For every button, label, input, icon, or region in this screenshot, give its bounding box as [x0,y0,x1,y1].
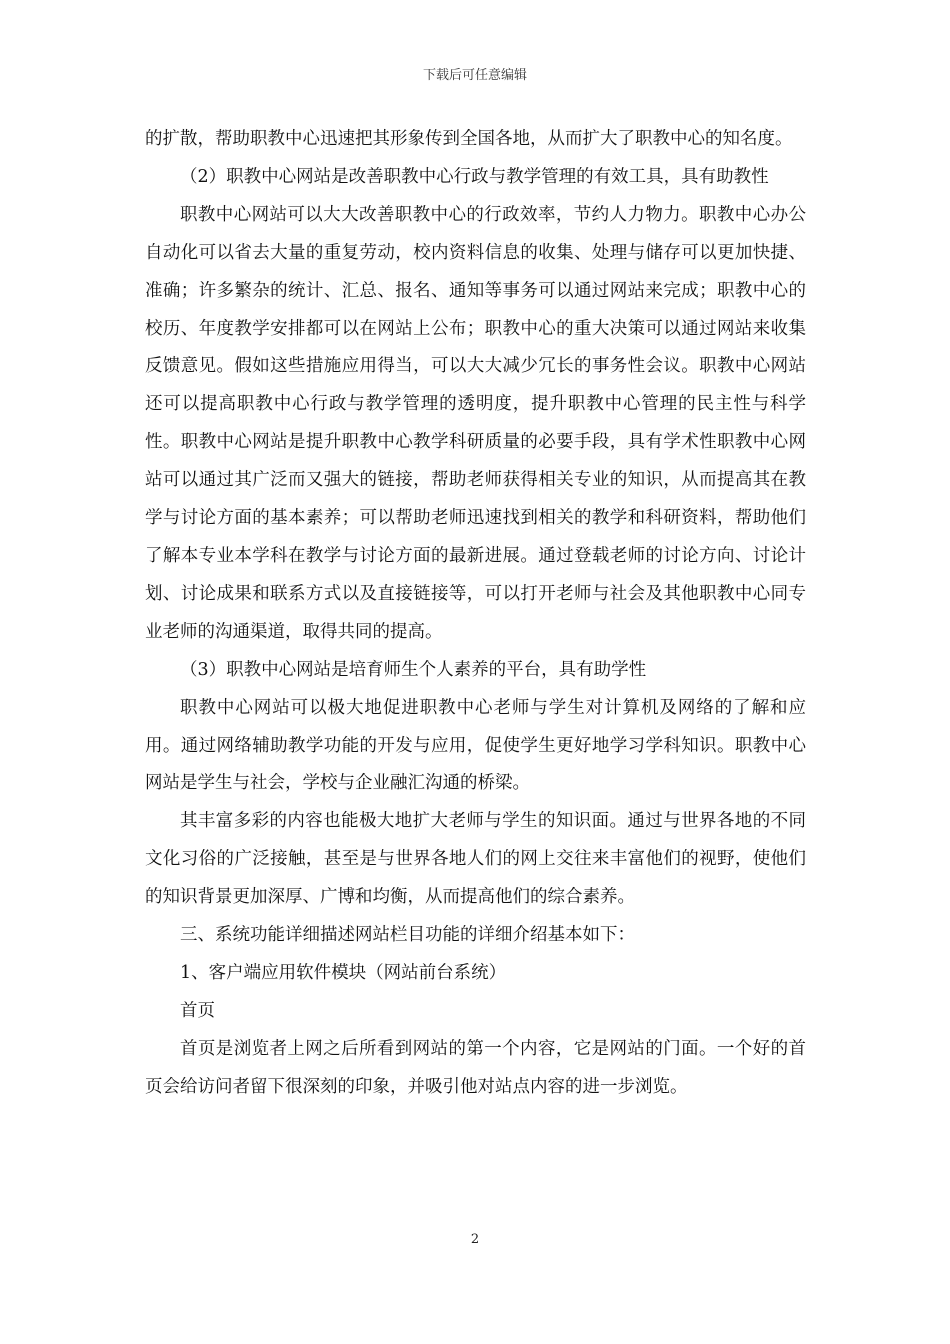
paragraph-homepage: 首页是浏览者上网之后所看到网站的第一个内容，它是网站的门面。一个好的首页会给访问者留下很深刻的印象，并吸引他对站点内容的进一步浏览。 [145,1038,806,1097]
paragraph-knowledge-broadening: 其丰富多彩的内容也能极大地扩大老师与学生的知识面。通过与世界各地的不同文化习俗的广泛接触，甚至是与世界各地人们的网上交往来丰富他们的视野，使他们的知识背景更加深厚、广博和均衡，从而提高他们的综合素养。 [145,811,806,908]
page-number: 2 [470,1232,480,1247]
section-heading-2: （2）职教中心网站是改善职教中心行政与教学管理的有效工具，具有助教性 [180,166,769,187]
page-header: 下载后可任意编辑 [422,68,527,83]
section-heading-3: （3）职教中心网站是培育师生个人素养的平台，具有助学性 [180,659,647,680]
paragraph-student-computing: 职教中心网站可以极大地促进职教中心老师与学生对计算机及网络的了解和应用。通过网络辅助教学功能的开发与应用，促使学生更好地学习学科知识。职教中心网站是学生与社会，学校与企业融汇沟通的桥梁。 [145,697,806,794]
document-body [145,121,806,1107]
module-heading-client: 1、客户端应用软件模块（网站前台系统） [180,962,507,983]
subheading-homepage: 首页 [180,1000,215,1021]
chapter-heading-system-functions: 三、系统功能详细描述网站栏目功能的详细介绍基本如下： [180,925,635,946]
paragraph-admin-efficiency: 职教中心网站可以大大改善职教中心的行政效率，节约人力物力。职教中心办公自动化可以省去大量的重复劳动，校内资料信息的收集、处理与储存可以更加快捷、准确；许多繁杂的统计、汇总、报名、通知等事务可以通过网站来完成；职教中心的校历、年度教学安排都可以在网站上公布；职教中心的重大决策可以通过网站来收集反馈意见。假如这些措施应用得当，可以大大减少冗长的事务性会议。职教中心网站还可以提高职教中心行政与教学管理的透明度，提升职教中心管理的民主性与科学性。职教中心网站是提升职教中心教学科研质量的必要手段，具有学术性职教中心网站可以通过其广泛而又强大的链接，帮助老师获得相关专业的知识，从而提高其在教学与讨论方面的基本素养；可以帮助老师迅速找到相关的教学和科研资料，帮助他们了解本专业本学科在教学与讨论方面的最新进展。通过登载老师的讨论方向、讨论计划、讨论成果和联系方式以及直接链接等，可以打开老师与社会及其他职教中心同专业老师的沟通渠道，取得共同的提高。 [145,204,806,642]
paragraph-continuation: 的扩散，帮助职教中心迅速把其形象传到全国各地，从而扩大了职教中心的知名度。 [145,129,793,149]
